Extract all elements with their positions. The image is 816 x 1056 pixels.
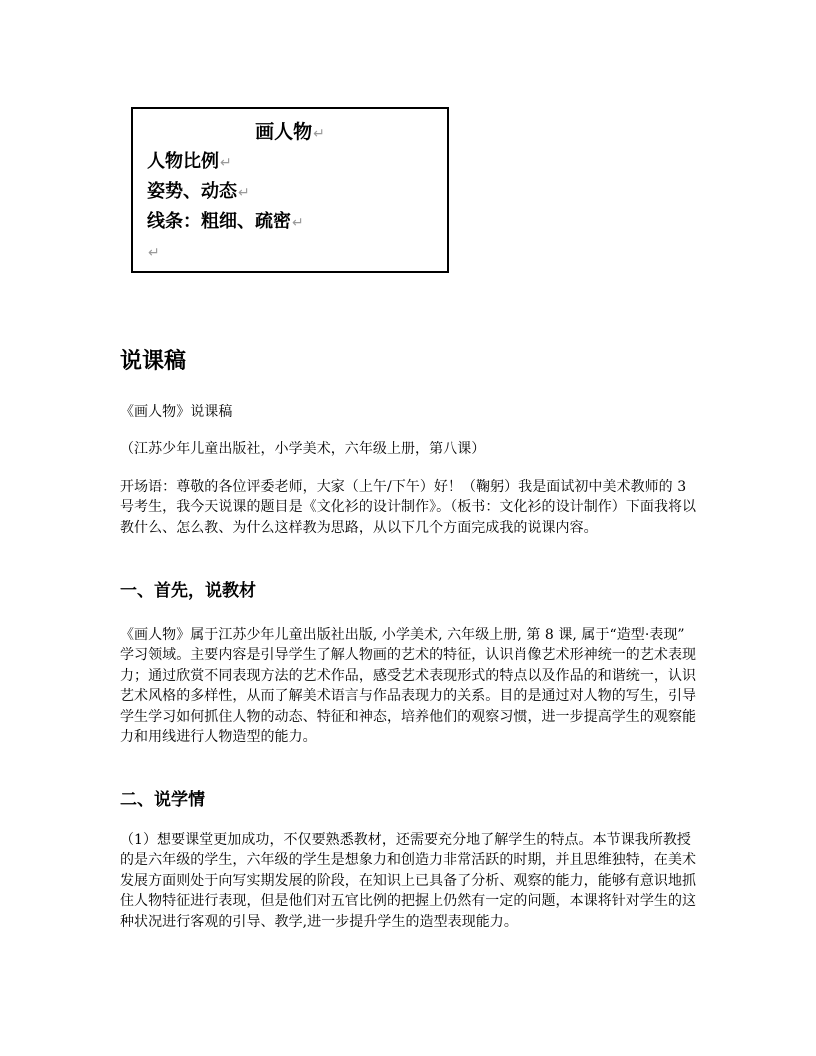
lesson-subtitle: 《画人物》说课稿 — [120, 404, 233, 420]
section-heading-students: 二、说学情 — [120, 790, 205, 810]
board-line-text: 姿势、动态 — [147, 181, 237, 202]
section-body-students: （1）想要课堂更加成功，不仅要熟悉教材，还需要充分地了解学生的特点。本节课我所教授的是六年级的学生，六年级的学生是想象力和创造力非常活跃的时期，并且思维独特，在美术发展方面则处于向写实期发展的阶段，在知识上已具备了分析、观察的能力，能够有意识地抓住人物特征进行表现，但是他们对五官比例的把握上仍然有一定的问题，本课将针对学生的这种状况进行客观的引导、教学,进一步提升学生的造型表现能力。 — [120, 832, 697, 930]
lesson-source: （江苏少年儿童出版社，小学美术，六年级上册，第八课） — [120, 441, 486, 457]
paragraph-mark-icon: ↵ — [148, 245, 160, 261]
section-body-textbook: 《画人物》属于江苏少年儿童出版社出版, 小学美术, 六年级上册, 第 8 课, 属于“造型·表现” 学习领域。主要内容是引导学生了解人物画的艺术的特征，认识肖像艺术形神统一的艺术表现力；通过欣赏不同表现方法的艺术作品，感受艺术表现形式的特点以及作品的和谐统一，认识艺术风格的多样性，从而了解美术语言与作品表现力的关系。目的是通过对人物的写生，引导学生学习如何抓住人物的动态、特征和神态，培养他们的观察习惯，进一步提高学生的观察能力和用线进行人物造型的能力。 — [120, 627, 697, 746]
paragraph-mark-icon: ↵ — [313, 126, 325, 142]
document-title: 说课稿 — [120, 349, 187, 374]
board-line-text: 线条：粗细、疏密 — [147, 211, 291, 232]
paragraph-mark-icon: ↵ — [220, 155, 232, 171]
board-title-text: 画人物 — [255, 121, 313, 143]
opening-paragraph: 开场语：尊敬的各位评委老师，大家（上午/下午）好！（鞠躬）我是面试初中美术教师的 3 号考生，我今天说课的题目是《文化衫的设计制作》。（板书：文化衫的设计制作）下面我将以教什么、怎么教、为什么这样教为思路，从以下几个方面完成我的说课内容。 — [120, 479, 697, 536]
section-heading-textbook: 一、首先，说教材 — [120, 581, 256, 601]
board-line-lines — [147, 209, 304, 236]
paragraph-mark-icon: ↵ — [238, 185, 250, 201]
blackboard-outline-box — [131, 107, 449, 273]
board-line-pose — [147, 179, 250, 206]
board-line-proportion — [147, 149, 232, 176]
board-empty-line — [147, 239, 160, 266]
board-title — [133, 119, 447, 147]
paragraph-mark-icon: ↵ — [292, 215, 304, 231]
board-line-text: 人物比例 — [147, 151, 219, 172]
